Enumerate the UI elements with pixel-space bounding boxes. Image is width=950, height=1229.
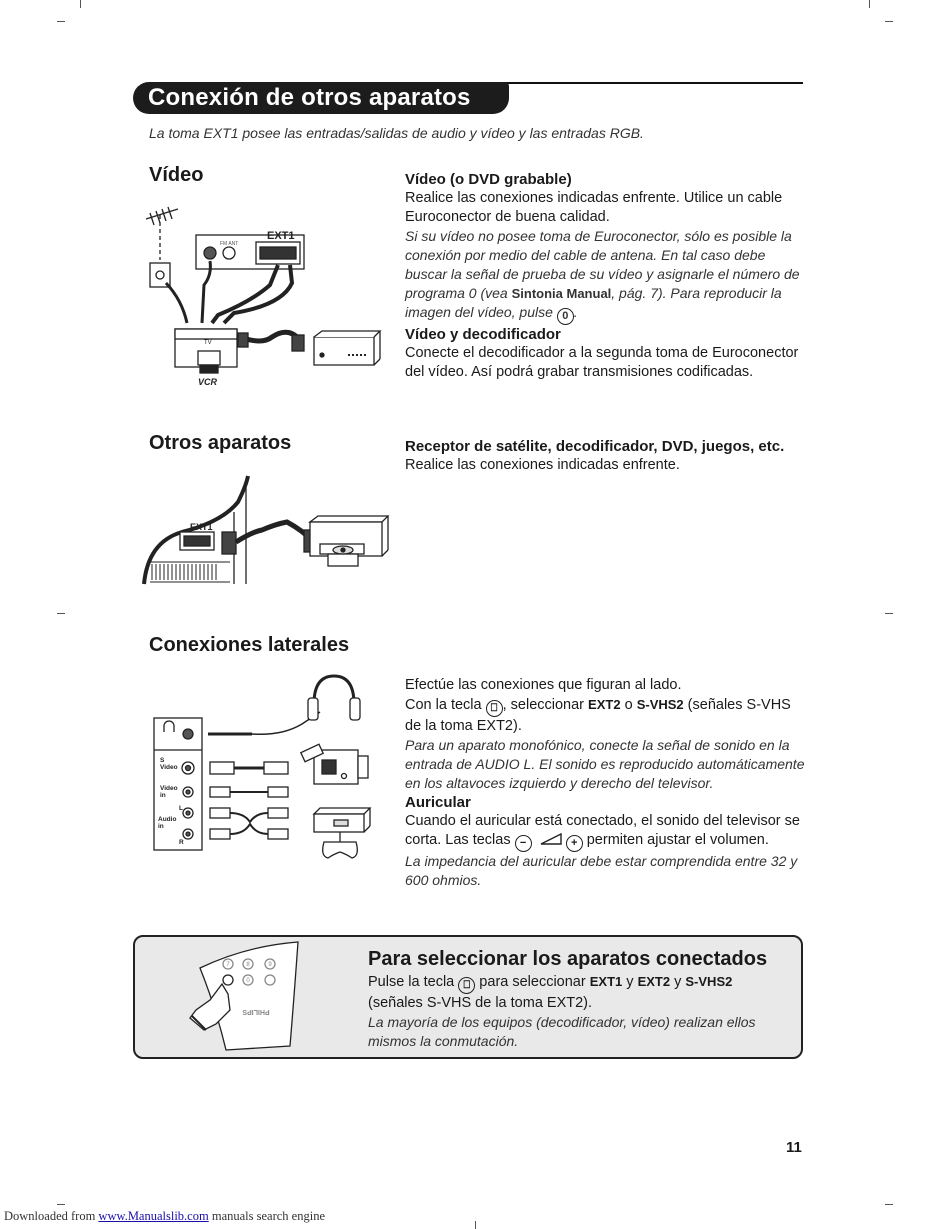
tv-label: TV bbox=[204, 340, 212, 346]
box-text bbox=[368, 972, 788, 1051]
box-note: La mayoría de los equipos (decodificador, vídeo) realizan ellos mismos la conmutación. bbox=[368, 1014, 756, 1049]
volume-minus-icon: − bbox=[515, 835, 532, 852]
antenna-icon bbox=[146, 207, 178, 260]
volume-plus-icon: + bbox=[566, 835, 583, 852]
menu-name: Sintonia Manual bbox=[511, 286, 612, 301]
audio-in-label: Audio in bbox=[158, 816, 177, 831]
laterales-p3: Cuando el auricular está conectado, el sonido del televisor se corta. Las teclas − + permiten ajustar el volumen. bbox=[405, 812, 805, 852]
crop-mark bbox=[475, 1221, 476, 1229]
video-text bbox=[405, 170, 805, 382]
remote-key-9: 9 bbox=[268, 962, 272, 968]
remote-key-7: 7 bbox=[226, 962, 230, 968]
video-in-label: Video in bbox=[160, 785, 178, 800]
video-sub1: Vídeo (o DVD grabable) bbox=[405, 171, 572, 188]
laterales-note: Para un aparato monofónico, conecte la señal de sonido en la entrada de AUDIO L. El sonido es reproducido automáticamente en los altavoces izquierdo y derecho del televisor. bbox=[405, 737, 805, 791]
side-connections-diagram bbox=[152, 674, 377, 870]
side-panel bbox=[154, 718, 202, 850]
crop-mark bbox=[885, 21, 893, 22]
manualslib-link[interactable]: www.Manualslib.com bbox=[98, 1209, 209, 1223]
page-number: 11 bbox=[786, 1139, 802, 1156]
volume-icon bbox=[540, 833, 562, 845]
otros-text bbox=[405, 437, 805, 475]
remote-key-0: 0 bbox=[246, 978, 250, 984]
vcr-label: VCR bbox=[198, 377, 218, 387]
laterales-p1: Efectúe las conexiones que figuran al lado. bbox=[405, 677, 682, 693]
decoder-device bbox=[314, 337, 374, 365]
audio-l-label: L bbox=[179, 805, 183, 812]
intro-text: La toma EXT1 posee las entradas/salidas de audio y vídeo y las entradas RGB. bbox=[149, 125, 644, 141]
footer: Downloaded from www.Manualslib.com manuals search engine bbox=[4, 1209, 325, 1223]
audio-r-label: R bbox=[179, 839, 184, 846]
remote-brand: PHILIPS bbox=[242, 1008, 270, 1015]
laterales-text bbox=[405, 676, 805, 890]
laterales-p2: Con la tecla ⎕ , seleccionar EXT2 o S-VHS2 (señales S-VHS de la toma EXT2). bbox=[405, 697, 791, 734]
video-p1: Realice las conexiones indicadas enfrente. Utilice un cable Euroconector de buena calidad. bbox=[405, 190, 783, 225]
av-select-key-icon: ⎕ bbox=[458, 977, 475, 994]
svideo-label: S Video bbox=[160, 757, 178, 772]
title-rule bbox=[493, 82, 803, 84]
vcr-connection-diagram bbox=[142, 205, 382, 395]
crop-mark bbox=[885, 613, 893, 614]
otros-sub: Receptor de satélite, decodificador, DVD, juegos, etc. bbox=[405, 438, 785, 455]
page-title-bar bbox=[133, 82, 803, 114]
crop-mark bbox=[885, 1204, 893, 1205]
crop-mark bbox=[869, 0, 870, 8]
game-console-icon bbox=[314, 808, 370, 858]
av-select-key-icon: ⎕ bbox=[486, 700, 503, 717]
crop-mark bbox=[57, 1204, 65, 1205]
remote-control-illustration bbox=[186, 938, 306, 1054]
crop-mark bbox=[57, 21, 65, 22]
laterales-note2: La impedancia del auricular debe estar comprendida entre 32 y 600 ohmios. bbox=[405, 853, 798, 888]
crop-mark bbox=[80, 0, 81, 8]
video-sub2: Vídeo y decodificador bbox=[405, 326, 561, 343]
otros-p: Realice las conexiones indicadas enfrente. bbox=[405, 457, 680, 473]
headphones-icon bbox=[314, 676, 354, 704]
fm-ant-label: FM ANT bbox=[220, 241, 239, 247]
key-0-icon: 0 bbox=[557, 308, 574, 325]
otros-heading: Otros aparatos bbox=[149, 432, 292, 454]
other-devices-diagram bbox=[142, 472, 392, 588]
box-p: Pulse la tecla ⎕ para seleccionar EXT1 y EXT2 y S-VHS2 bbox=[368, 972, 788, 994]
auricular-heading: Auricular bbox=[405, 794, 471, 811]
box-p2: (señales S-VHS de la toma EXT2). bbox=[368, 995, 593, 1011]
page-title: Conexión de otros aparatos bbox=[133, 82, 509, 114]
video-note1: Si su vídeo no posee toma de Euroconector, sólo es posible la conexión por medio del cable de antena. En tal caso debe buscar la señal de prueba de su vídeo y asignarle el número de programa 0 (vea Sintonia Manual, pág. 7). Para reproducir la imagen del vídeo, pulse 0 . bbox=[405, 227, 805, 325]
video-p2: Conecte el decodificador a la segunda toma de Euroconector del vídeo. Así podrá grabar transmisiones codificadas. bbox=[405, 345, 799, 380]
ext1-label: EXT1 bbox=[267, 230, 295, 242]
camcorder-icon bbox=[301, 744, 368, 784]
laterales-heading: Conexiones laterales bbox=[149, 634, 350, 656]
remote-key-8: 8 bbox=[246, 962, 250, 968]
crop-mark bbox=[57, 613, 65, 614]
video-heading: Vídeo bbox=[149, 164, 204, 186]
ext1-label: EXT1 bbox=[190, 522, 213, 532]
box-title: Para seleccionar los aparatos conectados bbox=[368, 948, 768, 970]
